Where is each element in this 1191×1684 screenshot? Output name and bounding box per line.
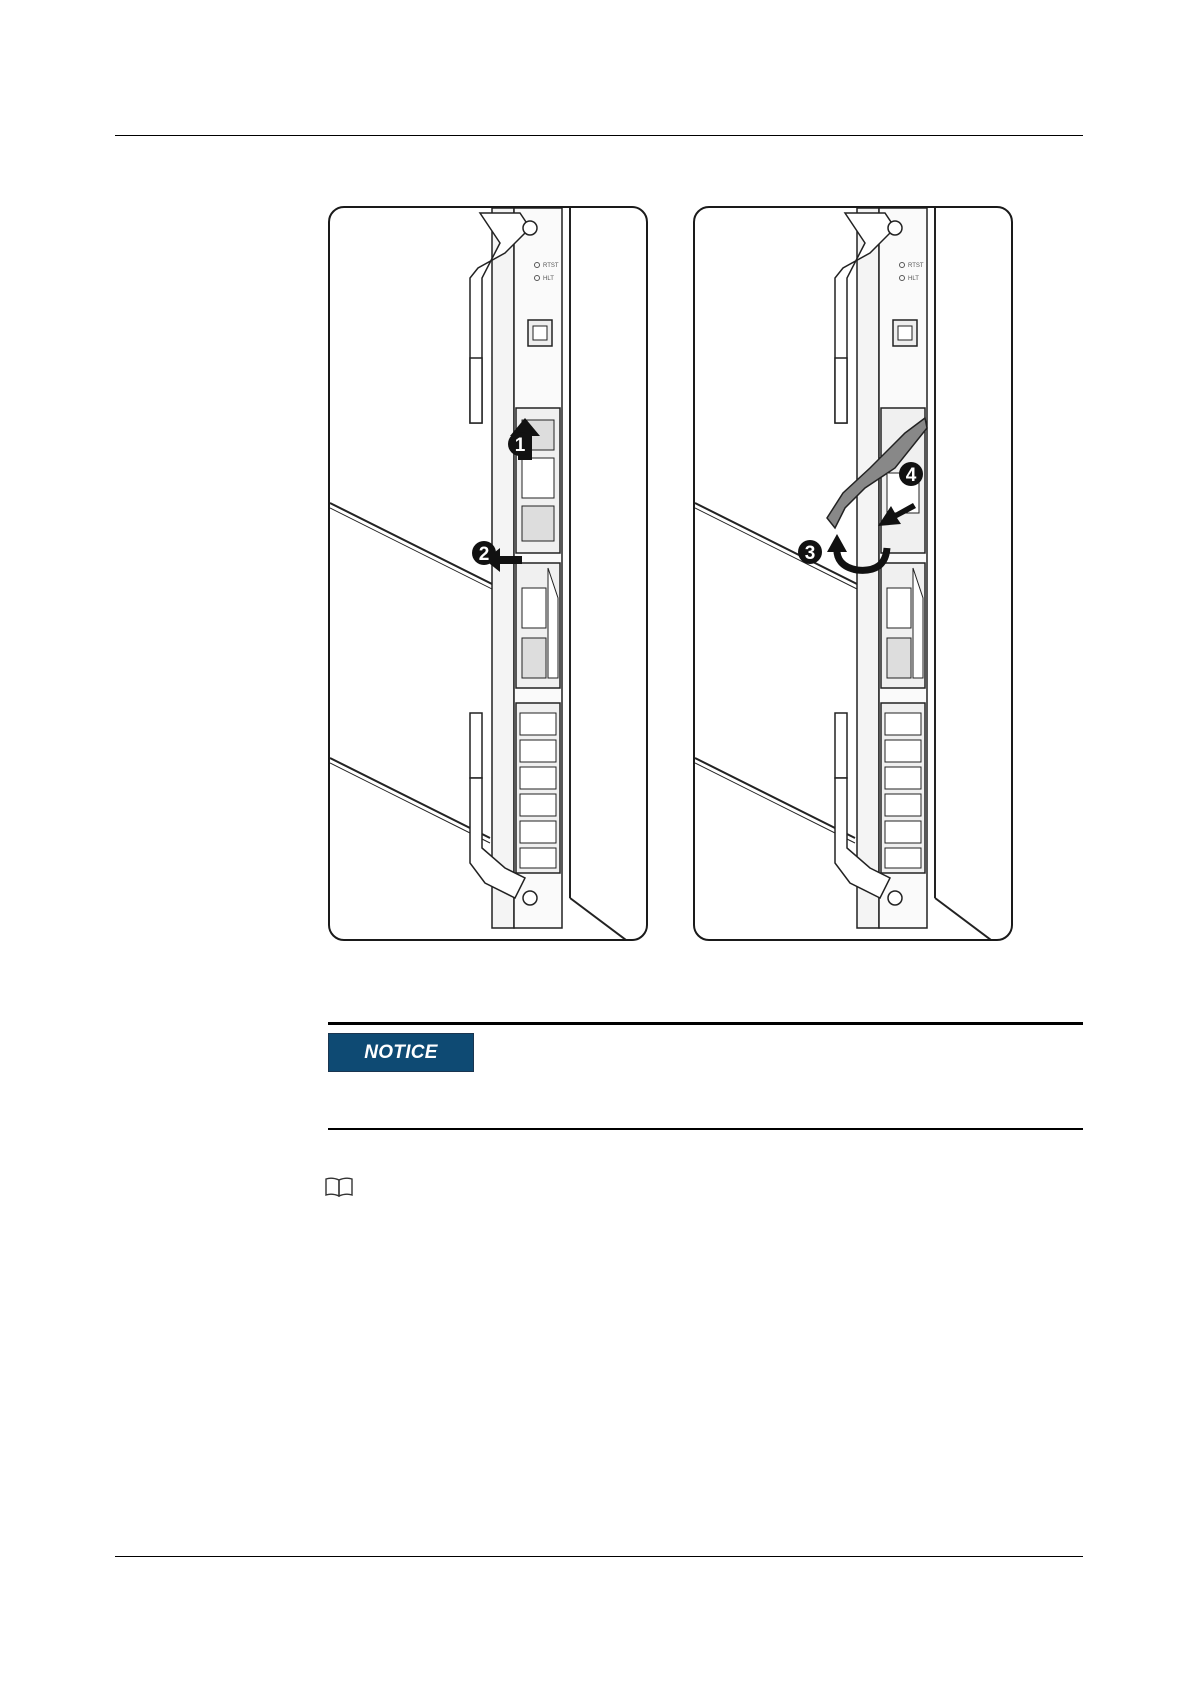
notice-top-rule xyxy=(328,1022,1083,1025)
figure-panel-left xyxy=(328,206,648,941)
svg-text:1: 1 xyxy=(514,435,526,456)
step-badge-1 xyxy=(508,432,532,456)
notice-bottom-rule xyxy=(328,1128,1083,1130)
footer-rule xyxy=(115,1556,1083,1557)
step-badge-4 xyxy=(899,462,923,486)
step-badge-2 xyxy=(472,541,496,565)
note-book-icon xyxy=(324,1176,354,1198)
svg-text:3: 3 xyxy=(804,543,816,564)
led-label-rtst: RTST xyxy=(543,263,559,269)
led-label-hlt: HLT xyxy=(908,276,919,282)
board-removal-illustration-left xyxy=(330,208,648,941)
figure-panel-right xyxy=(693,206,1013,941)
notice-badge: NOTICE xyxy=(328,1033,474,1072)
header-rule xyxy=(115,135,1083,136)
svg-text:4: 4 xyxy=(905,465,917,486)
led-label-rtst: RTST xyxy=(908,263,924,269)
svg-text:2: 2 xyxy=(478,544,490,565)
step-badge-3 xyxy=(798,540,822,564)
led-label-hlt: HLT xyxy=(543,276,554,282)
board-removal-illustration-right xyxy=(695,208,1013,941)
